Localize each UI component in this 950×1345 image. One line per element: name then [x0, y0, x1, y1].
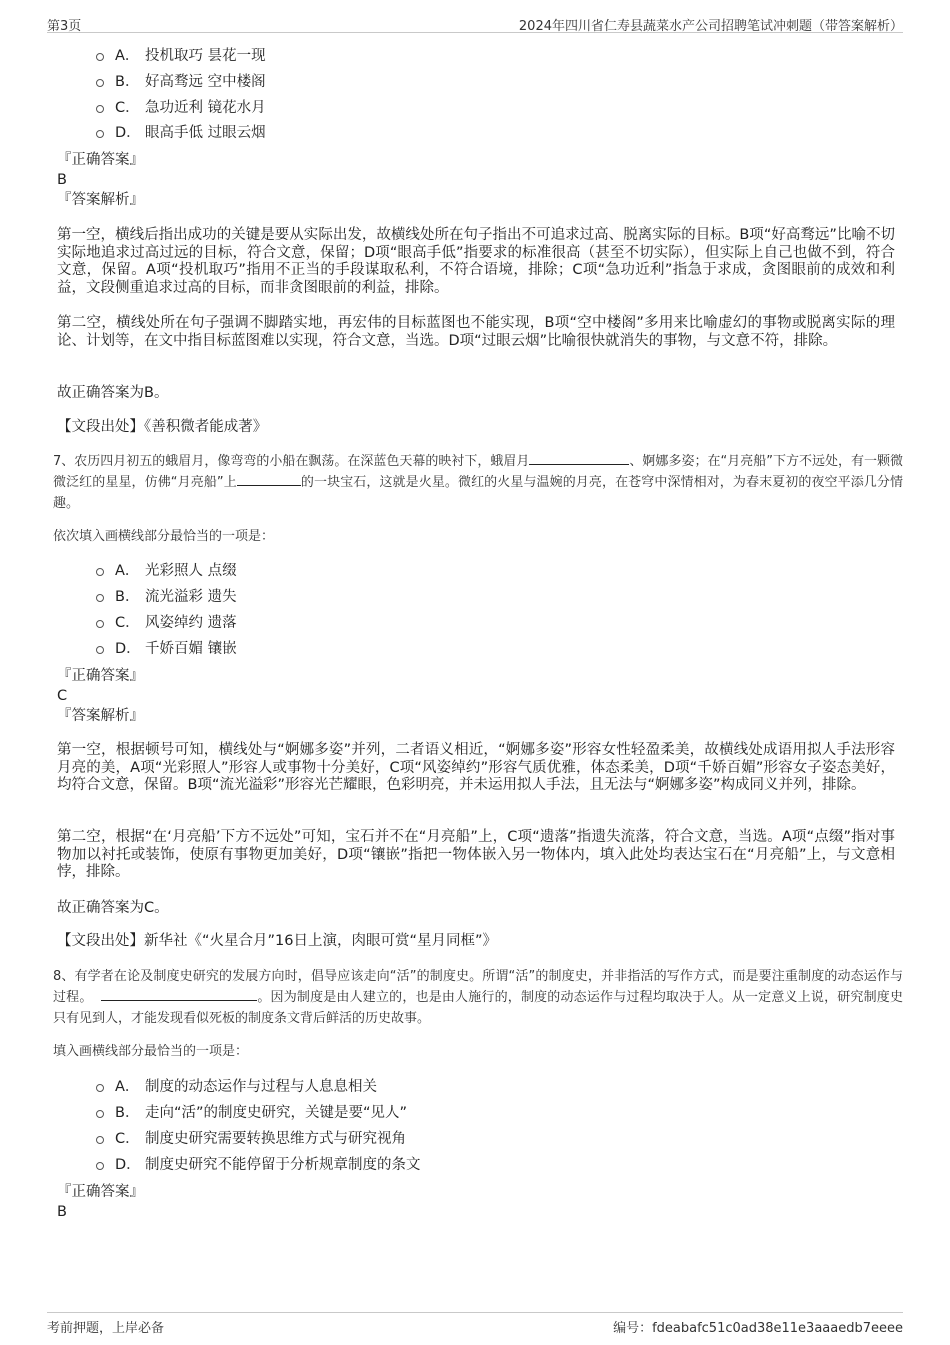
- q6-analysis-paragraph-1: 第一空，横线后指出成功的关键是要从实际出发，故横线处所在句子指出不可追求过高、脱离实际的目标。B项“好高骛远”比喻不切实际地追求过高过远的目标，符合文意，保留；D项“眼高手低”指要求的标准很高（甚至不切实际），但实际上自己也做不到，符合文意，保留。A项“投机取巧”指用不正当的手段谋取私利，不符合语境，排除；C项“急功近利”指急于求成，贪图眼前的成效和利益，文段侧重追求过高的目标，而非贪图眼前的利益，排除。: [57, 227, 895, 296]
- radio-icon[interactable]: [96, 130, 104, 138]
- q8-prompt: 填入画横线部分最恰当的一项是：: [53, 1044, 249, 1059]
- q6-answer: B: [57, 172, 67, 188]
- q7-analysis-paragraph-1: 第一空，根据顿号可知，横线处与“婀娜多姿”并列，二者语义相近，“婀娜多姿”形容女性轻盈柔美，故横线处成语用拟人手法形容月亮的美，A项“光彩照人”形容人或事物十分美好，C项“风姿绰约”形容气质优雅，体态柔美，D项“千娇百媚”形容女子姿态美好，均符合文意，保留。B项“流光溢彩”形容光芒耀眼，色彩明亮，并未运用拟人手法，且无法与“婀娜多姿”构成同义并列，排除。: [57, 742, 895, 793]
- radio-icon[interactable]: [96, 594, 104, 602]
- radio-icon[interactable]: [96, 620, 104, 628]
- q7-answer: C: [57, 688, 68, 704]
- q6-conclusion: 故正确答案为B。: [57, 385, 169, 401]
- radio-icon[interactable]: [96, 1110, 104, 1118]
- q7-analysis-label: 『答案解析』: [57, 708, 144, 724]
- q7-answer-label: 『正确答案』: [57, 668, 144, 684]
- q7-analysis-paragraph-2: 第二空，根据“在‘月亮船’下方不远处”可知，宝石并不在“月亮船”上，C项“遗落”指遗失流落，符合文意，当选。A项“点缀”指对事物加以衬托或装饰，使原有事物更加美好，D项“镶嵌”指把一物体嵌入另一物体内，填入此处均表达宝石在“月亮船”上，与文意相悖，排除。: [57, 829, 895, 880]
- q6-analysis-paragraph-2: 第二空，横线处所在句子强调不脚踏实地，再宏伟的目标蓝图也不能实现，B项“空中楼阁”多用来比喻虚幻的事物或脱离实际的理论、计划等，在文中指目标蓝图难以实现，符合文意，当选。D项“过眼云烟”比喻很快就消失的事物，与文意不符，排除。: [57, 315, 895, 349]
- q6-source: 【文段出处】《善积微者能成著》: [57, 419, 268, 435]
- fill-blank-1[interactable]: [101, 988, 257, 1001]
- footer-slogan: 考前押题，上岸必备: [47, 1321, 165, 1336]
- q7-source: 【文段出处】新华社《“火星合月”16日上演，肉眼可赏“星月同框”》: [57, 933, 497, 949]
- q6-answer-label: 『正确答案』: [57, 152, 144, 168]
- page-number: 第3页: [47, 19, 82, 34]
- radio-icon[interactable]: [96, 646, 104, 654]
- radio-icon[interactable]: [96, 1136, 104, 1144]
- document-title: 2024年四川省仁寿县蔬菜水产公司招聘笔试冲刺题（带答案解析）: [518, 19, 903, 34]
- fill-blank-2[interactable]: [237, 473, 301, 486]
- q7-conclusion: 故正确答案为C。: [57, 900, 169, 916]
- q7-stem: 7、农历四月初五的蛾眉月，像弯弯的小船在飘荡。在深蓝色天幕的映衬下，蛾眉月 、婀娜多姿；在“月亮船”下方不远处，有一颗微微泛红的星星，仿佛“月亮船”上 的一块宝石，这就是火星。微红的火星与温婉的月亮，在苍穹中深情相对，为春末夏初的夜空平添几分情趣。: [53, 454, 903, 511]
- radio-icon[interactable]: [96, 1084, 104, 1092]
- radio-icon[interactable]: [96, 1162, 104, 1170]
- page-header: [47, 12, 903, 33]
- q6-analysis-label: 『答案解析』: [57, 192, 144, 208]
- document-id: 编号：fdeabafc51c0ad38e11e3aaaedb7eeee: [613, 1321, 903, 1336]
- q7-prompt: 依次填入画横线部分最恰当的一项是：: [53, 529, 275, 544]
- radio-icon[interactable]: [96, 53, 104, 61]
- page-footer: [47, 1312, 903, 1335]
- radio-icon[interactable]: [96, 79, 104, 87]
- q8-answer: B: [57, 1204, 67, 1220]
- radio-icon[interactable]: [96, 105, 104, 113]
- q8-stem: 8、有学者在论及制度史研究的发展方向时，倡导应该走向“活”的制度史。所谓“活”的制度史，并非指活的写作方式，而是要注重制度的动态运作与过程。 。因为制度是由人建立的，也是由人施行的，制度的动态运作与过程均取决于人。从一定意义上说，研究制度史只有见到人，才能发现看似死板的制度条文背后鲜活的历史故事。: [53, 969, 903, 1026]
- radio-icon[interactable]: [96, 568, 104, 576]
- fill-blank-1[interactable]: [529, 452, 629, 465]
- q8-answer-label: 『正确答案』: [57, 1184, 144, 1200]
